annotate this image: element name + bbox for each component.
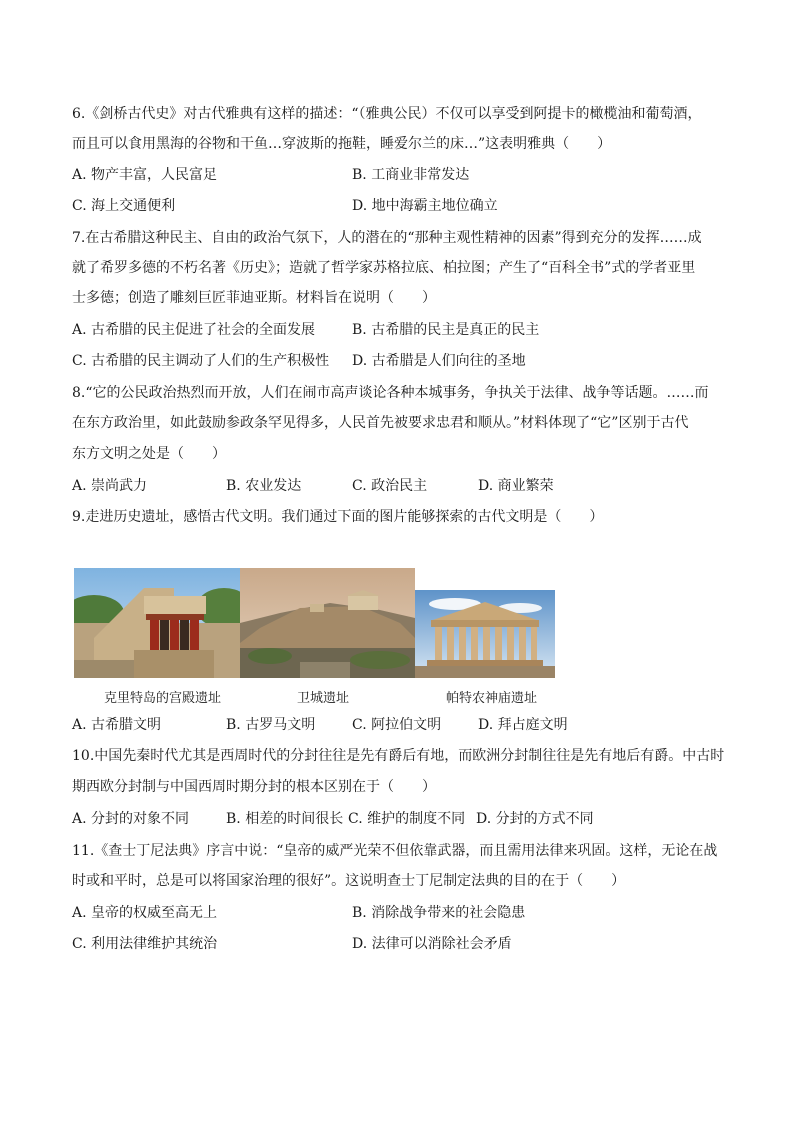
q7-option-b[interactable]: B. 古希腊的民主是真正的民主	[352, 322, 540, 338]
knossos-palace-photo	[74, 568, 240, 678]
q11-option-d[interactable]: D. 法律可以消除社会矛盾	[352, 936, 512, 952]
q6-option-b[interactable]: B. 工商业非常发达	[352, 167, 470, 183]
q9-stem-line-1: 9.走进历史遗址，感悟古代文明。我们通过下面的图片能够探索的古代文明是（ ）	[72, 509, 604, 525]
q8-option-d[interactable]: D. 商业繁荣	[478, 478, 554, 494]
q11-stem-line-2: 时或和平时，总是可以将国家治理的很好”。这说明查士丁尼制定法典的目的在于（ ）	[72, 873, 626, 889]
q11-stem-line-1: 11.《查士丁尼法典》序言中说：“皇帝的威严光荣不但依靠武器，而且需用法律来巩固。这样，无论在战	[72, 843, 718, 859]
q10-option-c[interactable]: C. 维护的制度不同	[348, 811, 466, 827]
q6-option-c[interactable]: C. 海上交通便利	[72, 198, 176, 214]
q11-option-a[interactable]: A. 皇帝的权威至高无上	[72, 905, 218, 921]
q7-option-a[interactable]: A. 古希腊的民主促进了社会的全面发展	[72, 322, 316, 338]
q7-stem-line-1: 7.在古希腊这种民主、自由的政治气氛下，人的潜在的“那种主观性精神的因素”得到充分的发挥……成	[72, 230, 702, 246]
q6-option-d[interactable]: D. 地中海霸主地位确立	[352, 198, 498, 214]
q10-option-b[interactable]: B. 相差的时间很长	[226, 811, 344, 827]
q11-option-b[interactable]: B. 消除战争带来的社会隐患	[352, 905, 526, 921]
q10-option-a[interactable]: A. 分封的对象不同	[72, 811, 190, 827]
q6-option-a[interactable]: A. 物产丰富，人民富足	[72, 167, 218, 183]
q7-stem-line-3: 士多德；创造了雕刻巨匠菲迪亚斯。材料旨在说明（ ）	[72, 290, 436, 306]
q6-stem-line-2: 而且可以食用黑海的谷物和干鱼…穿波斯的拖鞋，睡爱尔兰的床…”这表明雅典（ ）	[72, 136, 612, 152]
q9-option-a[interactable]: A. 古希腊文明	[72, 717, 162, 733]
q7-stem-line-2: 就了希罗多德的不朽名著《历史》；造就了哲学家苏格拉底、柏拉图；产生了“百科全书”式的学者亚里	[72, 260, 696, 276]
parthenon-caption: 帕特农神庙遗址	[446, 691, 538, 706]
knossos-caption: 克里特岛的宫殿遗址	[104, 691, 222, 706]
q6-stem-line-1: 6.《剑桥古代史》对古代雅典有这样的描述：“（雅典公民）不仅可以享受到阿提卡的橄榄油和葡萄酒，	[72, 106, 702, 122]
q9-option-c[interactable]: C. 阿拉伯文明	[352, 717, 442, 733]
q7-option-d[interactable]: D. 古希腊是人们向往的圣地	[352, 353, 526, 369]
q8-option-a[interactable]: A. 崇尚武力	[72, 478, 148, 494]
q8-stem-line-2: 在东方政治里，如此鼓励参政条罕见得多，人民首先被要求忠君和顺从。”材料体现了“它”区别于古代	[72, 415, 689, 431]
q10-stem-line-2: 期西欧分封制与中国西周时期分封的根本区别在于（ ）	[72, 779, 436, 795]
q10-option-d[interactable]: D. 分封的方式不同	[476, 811, 594, 827]
q10-stem-line-1: 10.中国先秦时代尤其是西周时代的分封往往是先有爵后有地，而欧洲分封制往往是先有地后有爵。中古时	[72, 748, 725, 764]
acropolis-caption: 卫城遗址	[297, 691, 350, 706]
q8-option-b[interactable]: B. 农业发达	[226, 478, 302, 494]
q8-option-c[interactable]: C. 政治民主	[352, 478, 428, 494]
q8-stem-line-3: 东方文明之处是（ ）	[72, 446, 226, 462]
q8-stem-line-1: 8.“它的公民政治热烈而开放，人们在闹市高声谈论各种本城事务，争执关于法律、战争等话题。……而	[72, 385, 709, 401]
acropolis-photo	[240, 568, 415, 678]
parthenon-photo	[415, 590, 555, 678]
q9-option-b[interactable]: B. 古罗马文明	[226, 717, 316, 733]
q11-option-c[interactable]: C. 利用法律维护其统治	[72, 936, 218, 952]
q7-option-c[interactable]: C. 古希腊的民主调动了人们的生产积极性	[72, 353, 330, 369]
q9-option-d[interactable]: D. 拜占庭文明	[478, 717, 568, 733]
